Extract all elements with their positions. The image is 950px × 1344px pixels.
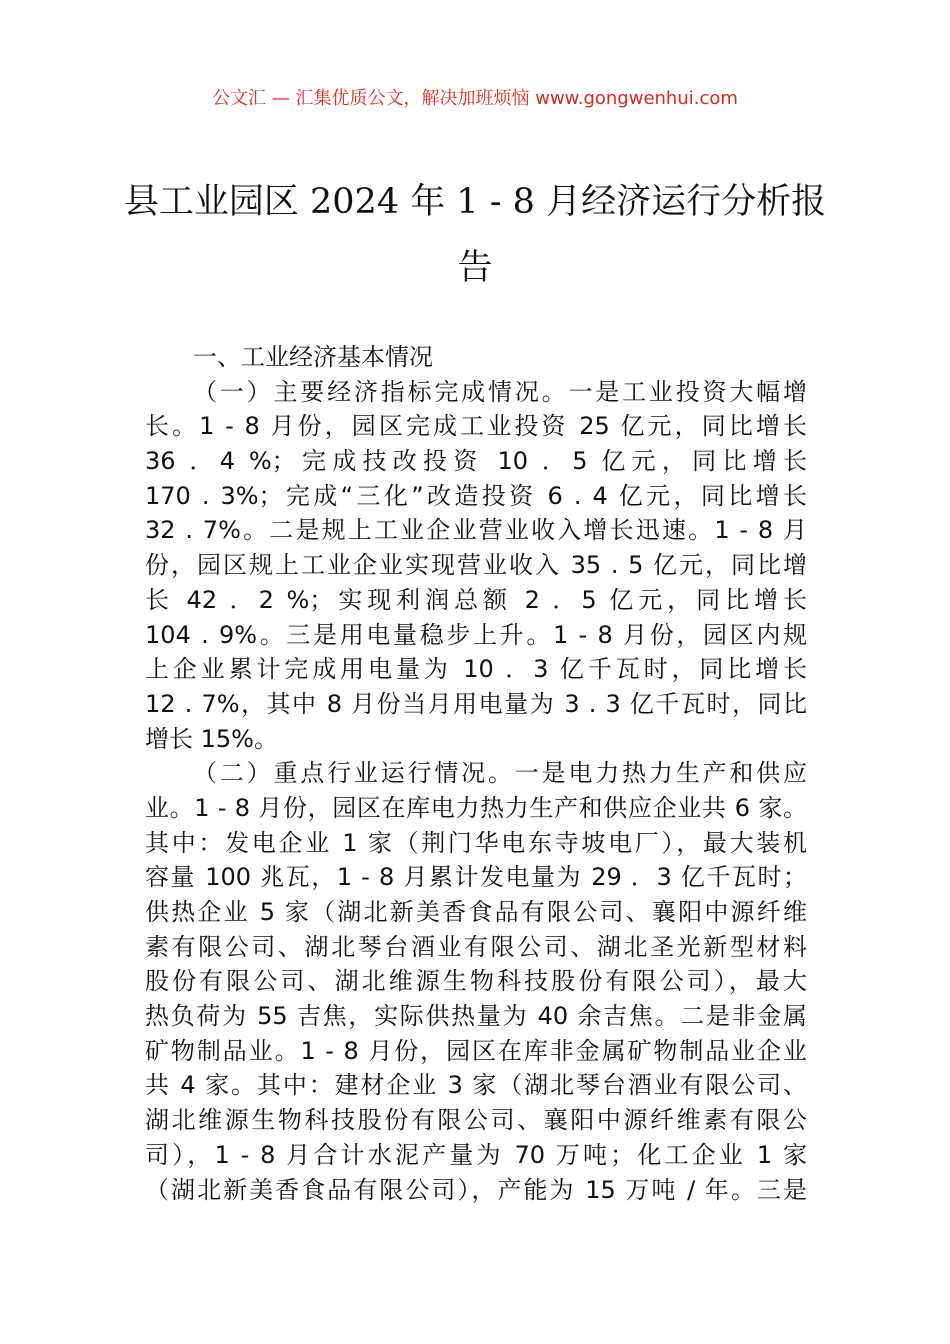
paragraph-line: 共 4 家。其中：建材企业 3 家（湖北琴台酒业有限公司、 xyxy=(145,1071,807,1100)
paragraph-line: 司），1 - 8 月合计水泥产量为 70 万吨；化工企业 1 家 xyxy=(145,1140,807,1169)
paragraph-line: 12 . 7%，其中 8 月份当月用电量为 3 . 3 亿千瓦时，同比 xyxy=(145,689,807,718)
paragraph-line: 170 . 3%；完成“三化”改造投资 6 . 4 亿元，同比增长 xyxy=(145,481,807,510)
paragraph-line: 增长 15%。 xyxy=(145,724,278,753)
paragraph-line: 上企业累计完成用电量为 10 ．3 亿千瓦时，同比增长 xyxy=(145,655,807,684)
paragraph-line: 容量 100 兆瓦，1 - 8 月累计发电量为 29 ．3 亿千瓦时； xyxy=(145,863,807,892)
paragraph-line: 股份有限公司、湖北维源生物科技股份有限公司），最大 xyxy=(145,967,807,996)
paragraph-main-indicators xyxy=(145,375,807,757)
site-banner: 公文汇 — 汇集优质公文，解决加班烦恼 www.gongwenhui.com xyxy=(212,88,738,109)
paragraph-line: （二）重点行业运行情况。一是电力热力生产和供应 xyxy=(193,759,807,788)
document-body xyxy=(145,340,807,1207)
section-heading: 一、工业经济基本情况 xyxy=(193,343,433,371)
paragraph-line: 素有限公司、湖北琴台酒业有限公司、湖北圣光新型材料 xyxy=(145,932,807,961)
paragraph-line: 份，园区规上工业企业实现营业收入 35 . 5 亿元，同比增 xyxy=(145,551,807,580)
paragraph-line: 长 42 ．2 %；实现利润总额 2 ．5 亿元，同比增长 xyxy=(145,585,807,614)
paragraph-line: （湖北新美香食品有限公司），产能为 15 万吨 / 年。三是 xyxy=(145,1175,807,1204)
paragraph-line: 36 ．4 %；完成技改投资 10 ．5 亿元，同比增长 xyxy=(145,447,807,476)
paragraph-line: 业。1 - 8 月份，园区在库电力热力生产和供应企业共 6 家。 xyxy=(145,793,807,822)
paragraph-line: 长。1 - 8 月份，园区完成工业投资 25 亿元，同比增长 xyxy=(145,412,807,441)
document-title-line-2: 告 xyxy=(457,248,493,288)
paragraph-line: 矿物制品业。1 - 8 月份，园区在库非金属矿物制品业企业 xyxy=(145,1036,807,1065)
paragraph-key-industries xyxy=(145,756,807,1207)
paragraph-line: （一）主要经济指标完成情况。一是工业投资大幅增 xyxy=(193,377,807,406)
paragraph-line: 湖北维源生物科技股份有限公司、襄阳中源纤维素有限公 xyxy=(145,1106,807,1135)
paragraph-line: 其中：发电企业 1 家（荆门华电东寺坡电厂），最大装机 xyxy=(145,828,807,857)
document-title xyxy=(0,176,950,308)
paragraph-line: 供热企业 5 家（湖北新美香食品有限公司、襄阳中源纤维 xyxy=(145,898,807,926)
document-title-line-1: 县工业园区 2024 年 1 - 8 月经济运行分析报 xyxy=(123,182,827,222)
paragraph-line: 104 . 9%。三是用电量稳步上升。1 - 8 月份，园区内规 xyxy=(145,620,807,649)
paragraph-line: 32 . 7%。二是规上工业企业营业收入增长迅速。1 - 8 月 xyxy=(145,516,807,545)
paragraph-line: 热负荷为 55 吉焦，实际供热量为 40 余吉焦。二是非金属 xyxy=(145,1002,807,1031)
